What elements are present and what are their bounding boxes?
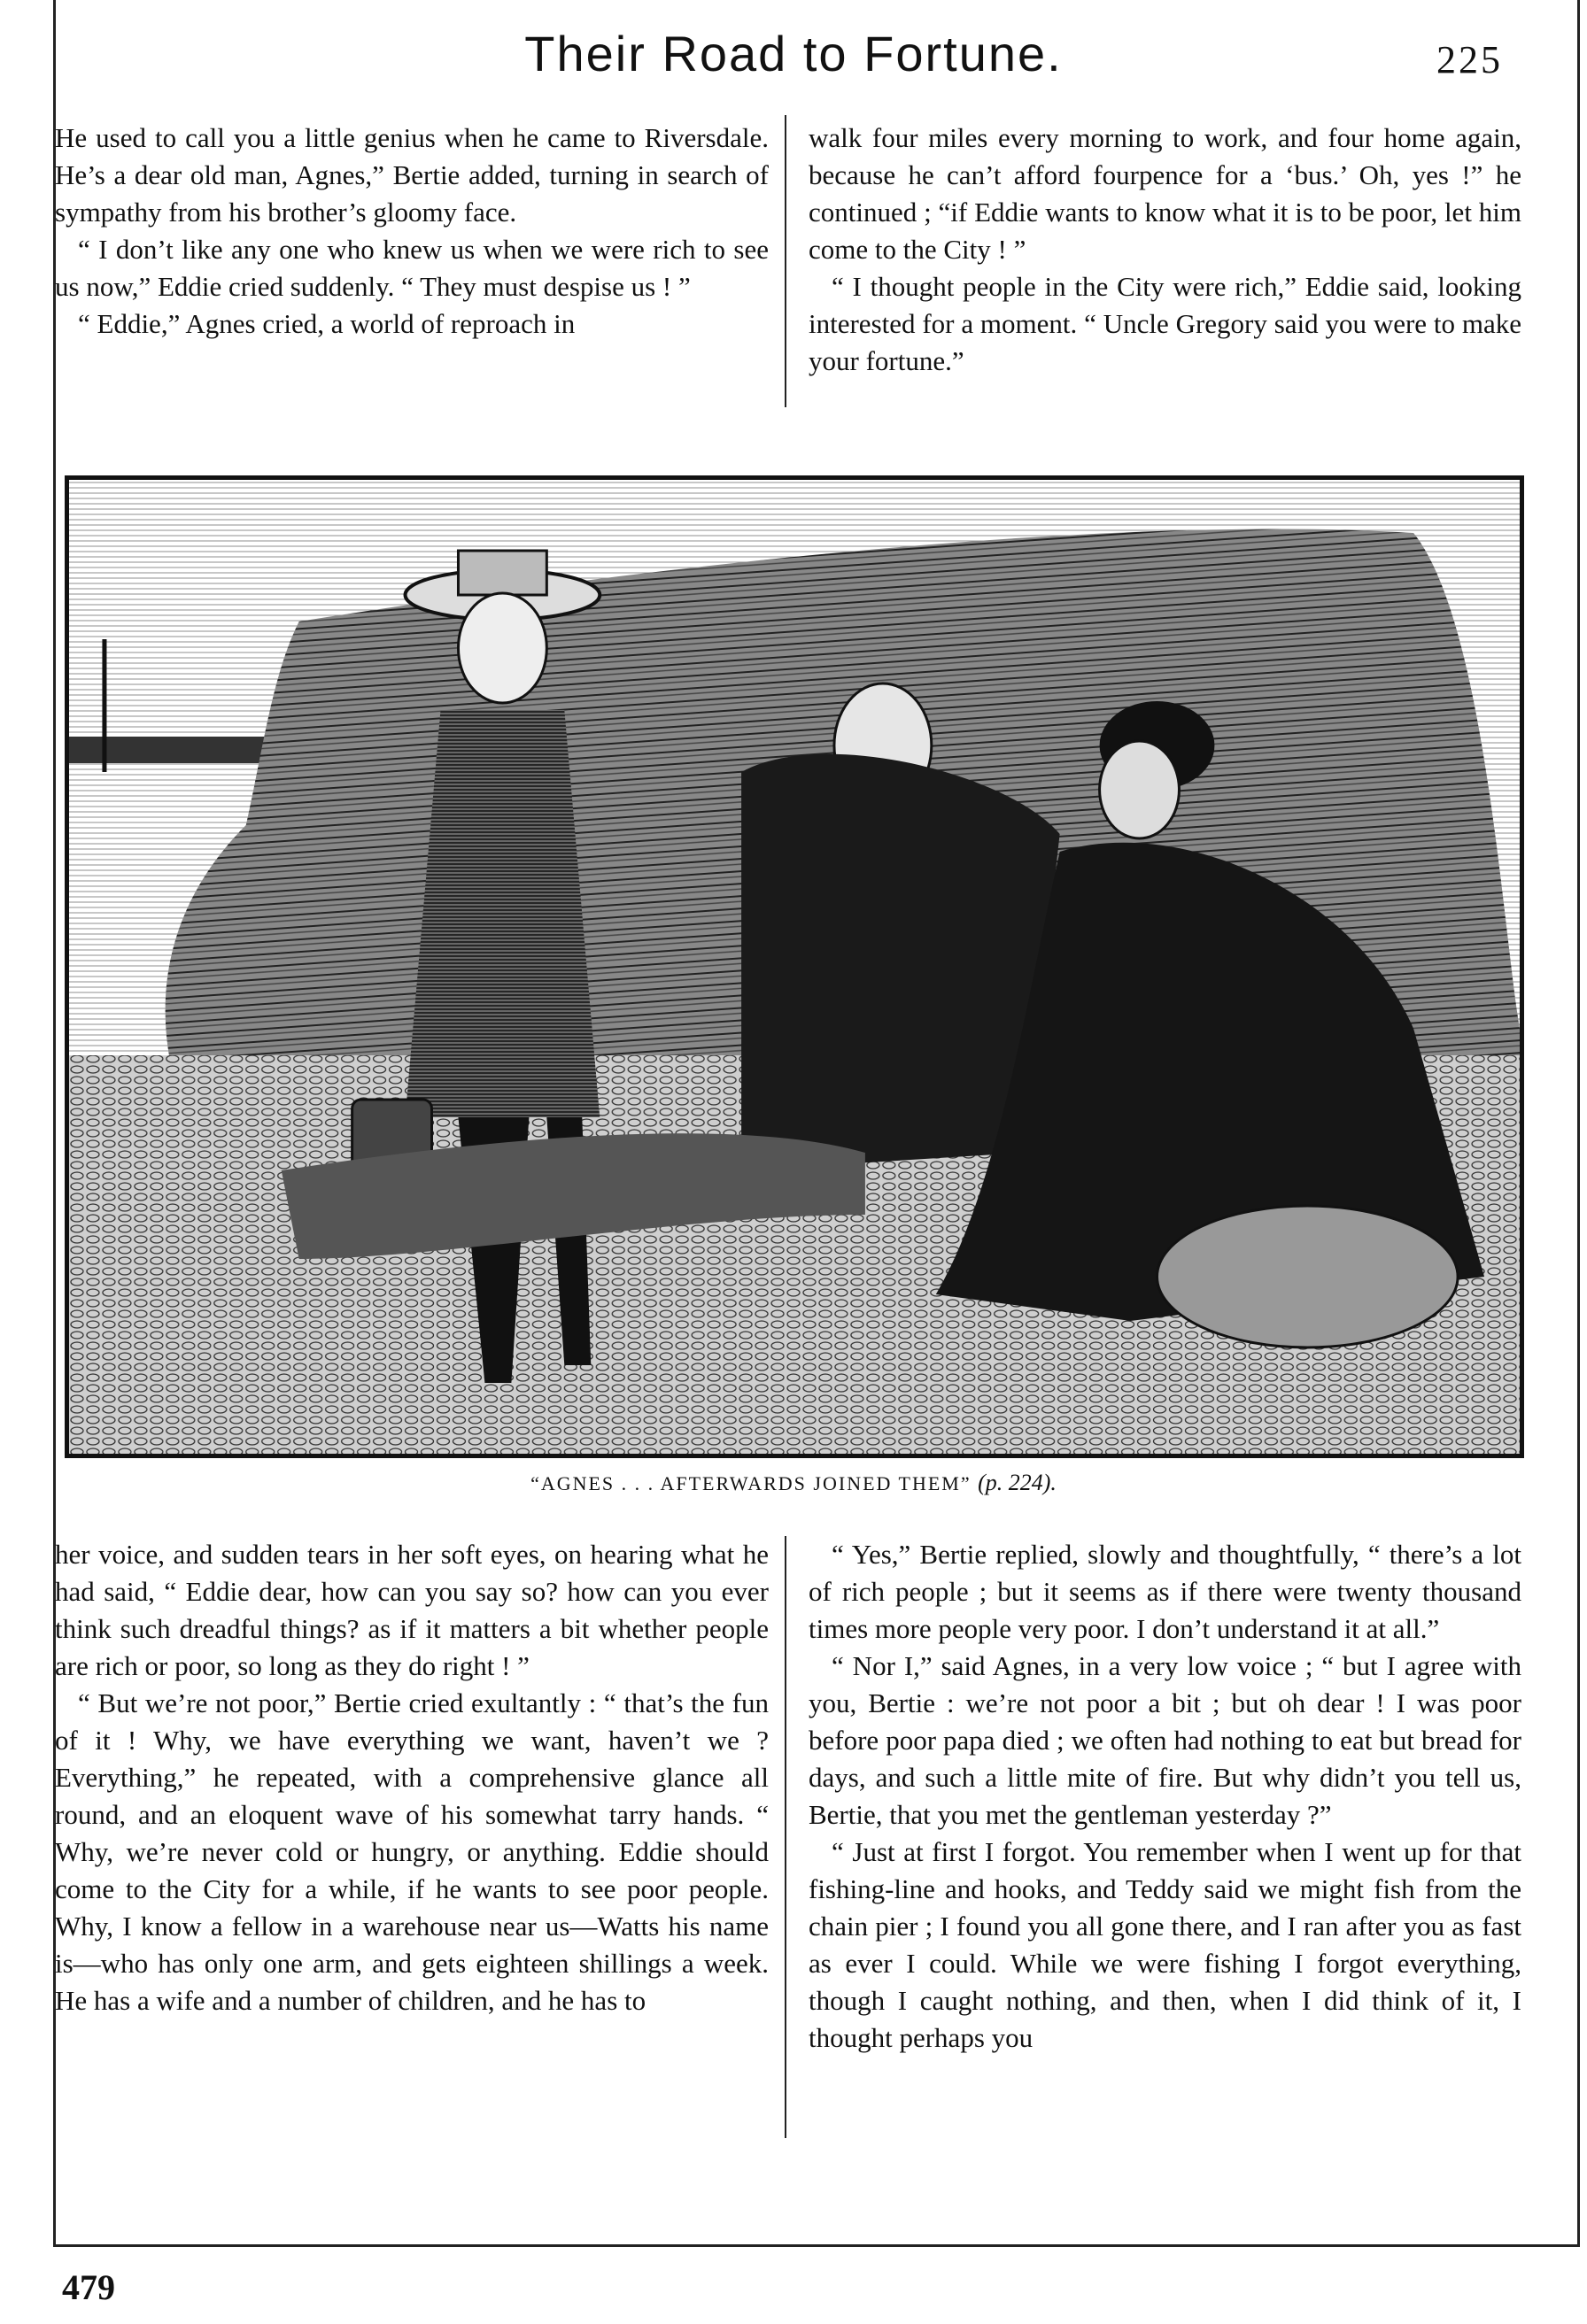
text-column-bottom-left bbox=[55, 1536, 769, 2019]
paragraph: He used to call you a little genius when he came to Riversdale. He’s a dear old man, Agnes,” Bertie added, turning in search of sympathy from his brother’s gloomy face. bbox=[55, 122, 769, 228]
text-column-top-right bbox=[809, 120, 1521, 380]
caption-text: “AGNES . . . AFTERWARDS JOINED THEM” bbox=[530, 1472, 972, 1494]
paragraph: “ Eddie,” Agnes cried, a world of reproach in bbox=[78, 308, 576, 339]
text-column-bottom-right bbox=[809, 1536, 1521, 2057]
signature-number: 479 bbox=[62, 2267, 115, 2307]
paragraph: “ But we’re not poor,” Bertie cried exultantly : “ that’s the fun of it ! Why, we have everything we want, haven’t we ? Everything,” he repeated, with a comprehensive glance all round, and an eloquent wave of his somewhat tarry hands. “ Why, we’re never cold or hungry, or anything. Eddie should come to the City for a while, if he wants to see poor people. Why, I know a fellow in a warehouse near us—Watts his name is—who has only one arm, and gets eighteen shillings a week. He has a wife and a number of children, and he has to bbox=[55, 1687, 769, 2016]
illustration-caption bbox=[0, 1470, 1587, 1496]
column-divider-bottom bbox=[785, 1536, 786, 2138]
engraving-picture bbox=[69, 480, 1520, 1454]
paragraph: “ Yes,” Bertie replied, slowly and thoughtfully, “ there’s a lot of rich people ; but it seems as if there were twenty thousand times more people very poor. I don’t understand it at all.” bbox=[809, 1539, 1521, 1644]
paragraph: her voice, and sudden tears in her soft eyes, on hearing what he had said, “ Eddie dear, how can you say so? how can you ever think such dreadful things? as if it matters a bit whether people are rich or poor, so long as they do right ! ” bbox=[55, 1539, 769, 1681]
paragraph: “ I thought people in the City were rich,” Eddie said, looking interested for a moment. “ Uncle Gregory said you were to make your fortune.” bbox=[809, 271, 1521, 376]
paragraph: walk four miles every morning to work, and four home again, because he can’t afford fourpence for a ‘bus.’ Oh, yes !” he continued ; “if Eddie wants to know what it is to be poor, let him come to the City ! ” bbox=[809, 122, 1521, 265]
paragraph: “ Just at first I forgot. You remember when I went up for that fishing-line and hooks, and Teddy said we might fish from the chain pier ; I found you all gone there, and I ran after you as fast as ever I could. While we were fishing I forgot everything, though I caught nothing, and then, when I did think of it, I thought perhaps you bbox=[809, 1836, 1521, 2053]
paragraph: “ Nor I,” said Agnes, in a very low voice ; “ but I agree with you, Bertie : we’re not poor a bit ; but oh dear ! I was poor before poor papa died ; we often had nothing to eat but bread for days, and such a little mite of fire. But why didn’t you tell us, Bertie, that you met the gentleman yesterday ?” bbox=[809, 1650, 1521, 1830]
caption-page-reference: (p. 224). bbox=[978, 1470, 1057, 1495]
page-number: 225 bbox=[1436, 38, 1503, 81]
running-head-title: Their Road to Fortune. bbox=[524, 26, 1063, 81]
text-column-top-left bbox=[55, 120, 769, 343]
paragraph: “ I don’t like any one who knew us when we were rich to see us now,” Eddie cried suddenly. “ They must despise us ! ” bbox=[55, 234, 769, 302]
column-divider-top bbox=[785, 115, 786, 407]
engraving-illustration bbox=[65, 475, 1524, 1458]
